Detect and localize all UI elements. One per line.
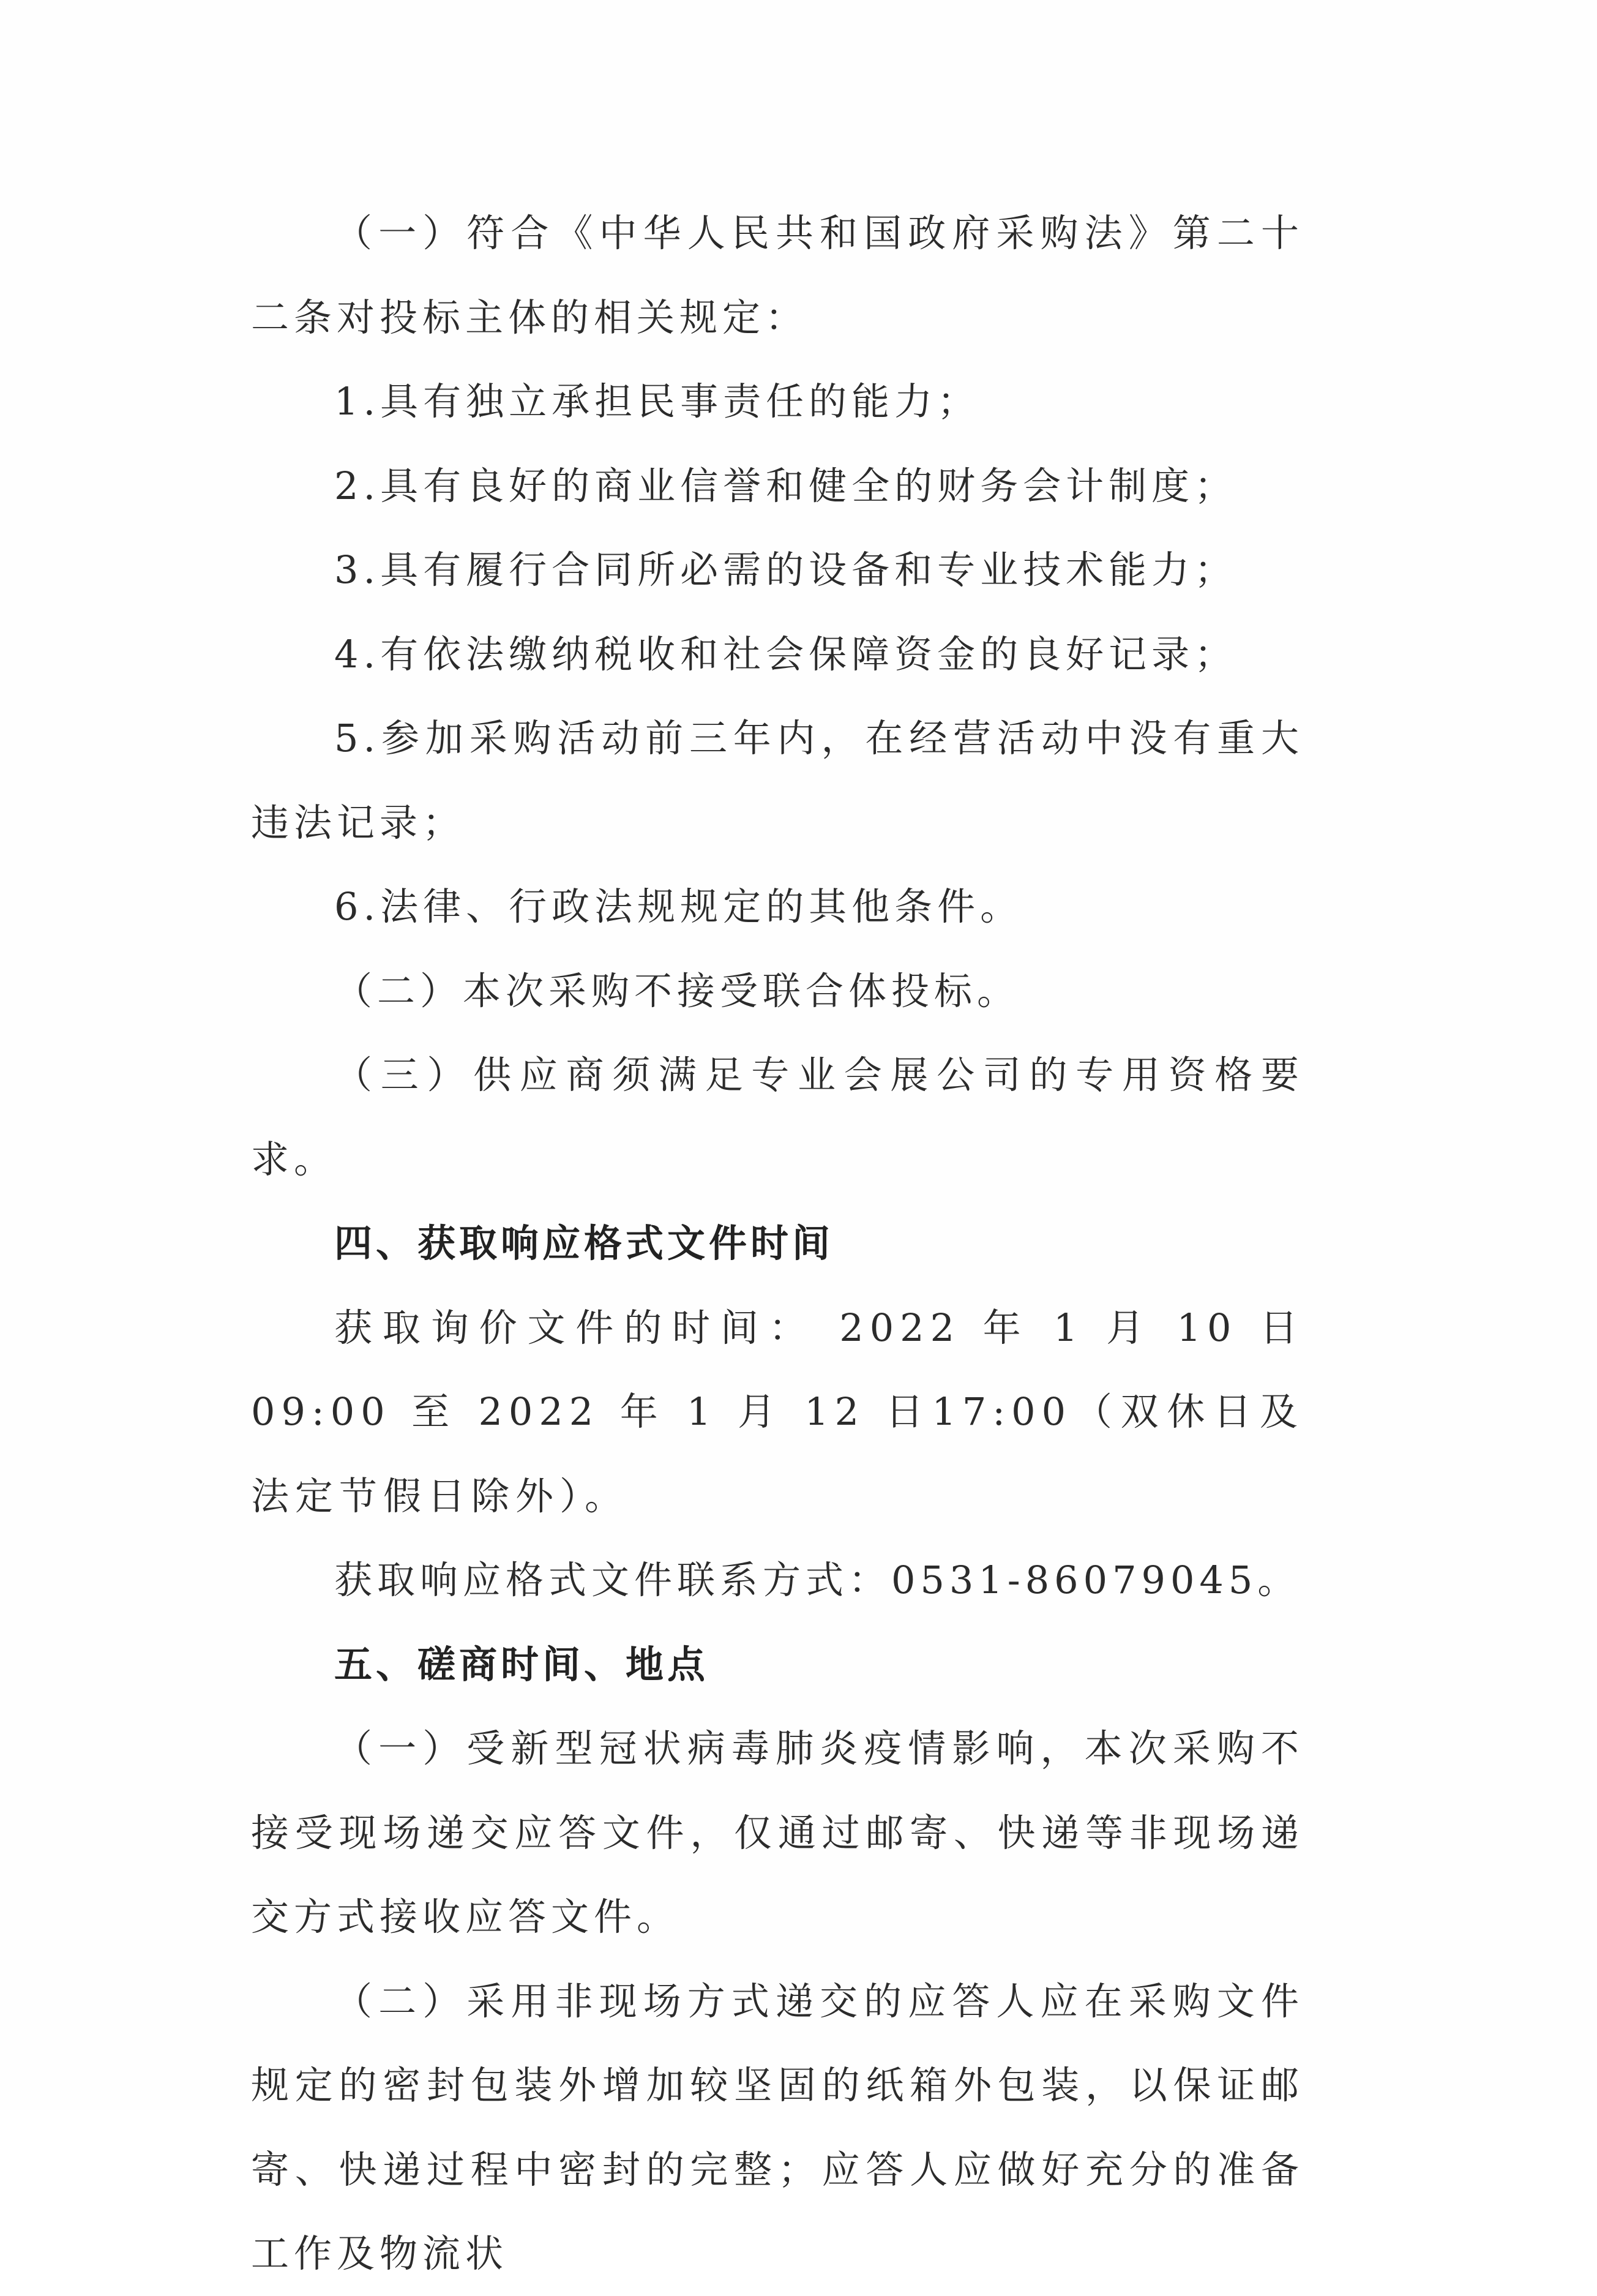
qualification-item-4: 4.有依法缴纳税收和社会保障资金的良好记录； bbox=[334, 631, 1238, 677]
submission-method-paragraph: （一）受新型冠状病毒肺炎疫情影响，本次采购不接受现场递交应答文件，仅通过邮寄、快递等非现场递交方式接收应答文件。 bbox=[251, 1726, 1304, 1939]
qualification-item-2: 2.具有良好的商业信誉和健全的财务会计制度； bbox=[334, 463, 1238, 508]
packaging-paragraph: （二）采用非现场方式递交的应答人应在采购文件规定的密封包装外增加较坚固的纸箱外包装，以保证邮寄、快递过程中密封的完整；应答人应做好充分的准备工作及物流状 bbox=[251, 1978, 1304, 2276]
section-4-heading: 四、获取响应格式文件时间 bbox=[334, 1221, 834, 1266]
acquisition-time-paragraph: 获取询价文件的时间： 2022 年 1 月 10 日09:00 至 2022 年 1 月 12 日17:00（双休日及法定节假日除外）。 bbox=[251, 1305, 1304, 1518]
qualification-item-1: 1.具有独立承担民事责任的能力； bbox=[334, 379, 981, 424]
qualification-item-5: 5.参加采购活动前三年内，在经营活动中没有重大违法记录； bbox=[251, 716, 1304, 845]
section-5-heading: 五、磋商时间、地点 bbox=[334, 1641, 709, 1687]
qualification-paragraph-1: （一）符合《中华人民共和国政府采购法》第二十二条对投标主体的相关规定： bbox=[251, 211, 1304, 340]
consortium-paragraph: （二）本次采购不接受联合体投标。 bbox=[334, 968, 1020, 1013]
special-qualification-paragraph: （三）供应商须满足专业会展公司的专用资格要求。 bbox=[251, 1052, 1304, 1182]
qualification-item-6: 6.法律、行政法规规定的其他条件。 bbox=[334, 884, 1023, 929]
document-body bbox=[251, 191, 1304, 2296]
qualification-item-3: 3.具有履行合同所必需的设备和专业技术能力； bbox=[334, 547, 1238, 592]
contact-paragraph: 获取响应格式文件联系方式：0531-86079045。 bbox=[334, 1558, 1301, 1602]
